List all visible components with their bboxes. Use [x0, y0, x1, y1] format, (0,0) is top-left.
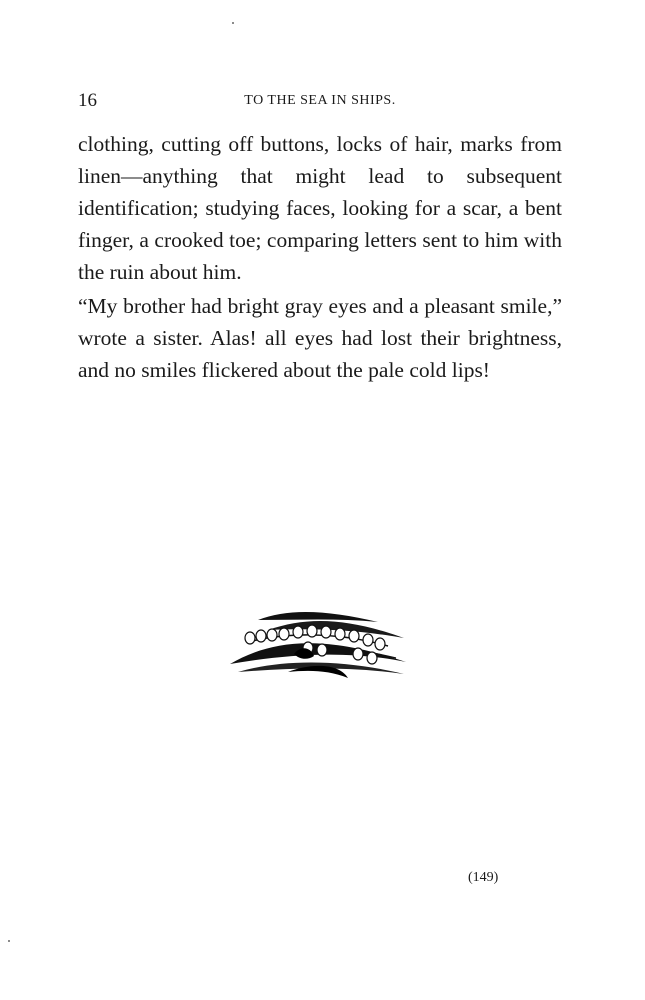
- paper-speck: [8, 940, 10, 942]
- signature-mark: (149): [468, 870, 499, 885]
- paper-speck: [232, 22, 234, 24]
- lily-of-the-valley-ornament-icon: [228, 602, 408, 680]
- paragraph: clothing, cutting off buttons, locks of hair, marks from linen—anything that might lead to subsequent identification; studying faces, looking for a scar, a bent finger, a crooked toe; comparing letters sent to him with the ruin about him.: [78, 132, 562, 284]
- paragraph: “My brother had bright gray eyes and a pleasant smile,” wrote a sister. Alas! all eyes had lost their brightness, and no smiles flickered about the pale cold lips!: [78, 294, 562, 382]
- page-header: [78, 90, 562, 114]
- running-title: TO THE SEA IN SHIPS.: [244, 93, 396, 108]
- page-number: 16: [78, 90, 97, 111]
- body-text: [78, 128, 562, 386]
